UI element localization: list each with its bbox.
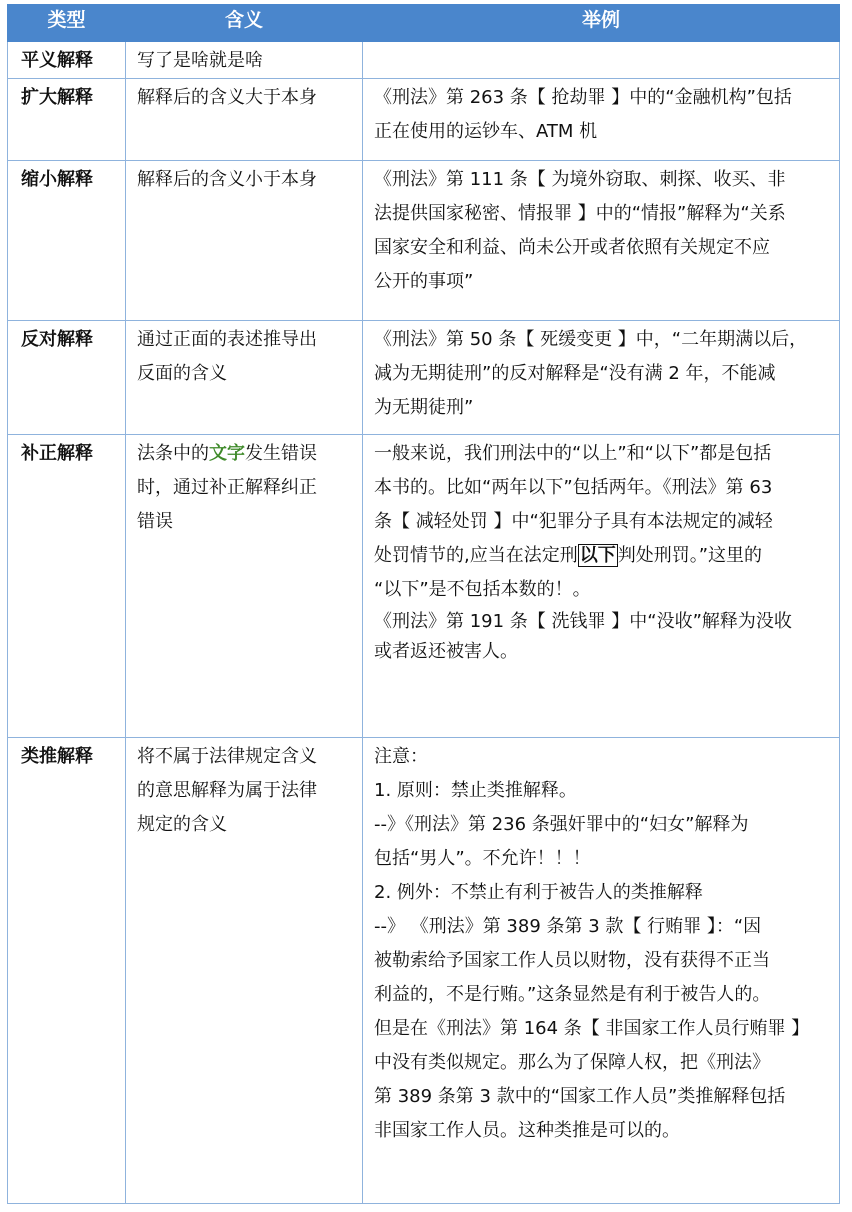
meaning-line: 解释后的含义大于本身 bbox=[137, 87, 317, 108]
meaning-cell bbox=[126, 738, 363, 1204]
example-cell bbox=[363, 738, 840, 1204]
example-line: 非国家工作人员。这种类推是可以的。 bbox=[374, 1120, 680, 1141]
table-row bbox=[8, 435, 840, 738]
example-text: 处罚情节的,应当在法定刑 bbox=[374, 545, 578, 566]
meaning-line bbox=[137, 437, 352, 471]
example-cell bbox=[363, 42, 840, 79]
example-line: 法提供国家秘密、情报罪 】中的“情报”解释为“关系 bbox=[374, 203, 786, 224]
legal-interpretation-table bbox=[7, 4, 840, 1204]
meaning-text: 法条中的 bbox=[137, 443, 209, 464]
example-line: 为无期徒刑” bbox=[374, 397, 474, 418]
table-row bbox=[8, 321, 840, 435]
example-line: 第 389 条第 3 款中的“国家工作人员”类推解释包括 bbox=[374, 1086, 786, 1107]
meaning-line: 错误 bbox=[137, 511, 173, 532]
example-line: 公开的事项” bbox=[374, 271, 474, 292]
example-cell bbox=[363, 161, 840, 321]
example-line: 《刑法》第 191 条【 洗钱罪 】中“没收”解释为没收 bbox=[374, 611, 792, 632]
example-line: 注意： bbox=[374, 746, 428, 767]
example-line: 国家安全和利益、尚未公开或者依照有关规定不应 bbox=[374, 237, 770, 258]
example-line: 利益的，不是行贿。”这条显然是有利于被告人的。 bbox=[374, 984, 771, 1005]
example-line: 一般来说，我们刑法中的“以上”和“以下”都是包括 bbox=[374, 443, 772, 464]
header-example: 举例 bbox=[363, 5, 840, 42]
example-line: --》 《刑法》第 389 条第 3 款【 行贿罪 】：“因 bbox=[374, 916, 762, 937]
example-line: 《刑法》第 111 条【 为境外窃取、刺探、收买、非 bbox=[374, 169, 786, 190]
example-line: --》《刑法》第 236 条强奸罪中的“妇女”解释为 bbox=[374, 814, 749, 835]
example-text: 判处刑罚。”这里的 bbox=[617, 545, 763, 566]
table-row bbox=[8, 738, 840, 1204]
meaning-line: 规定的含义 bbox=[137, 814, 227, 835]
type-cell: 类推解释 bbox=[8, 738, 126, 1204]
example-cell bbox=[363, 435, 840, 738]
example-line: 或者返还被害人。 bbox=[374, 641, 518, 662]
example-line: 条【 减轻处罚 】中“犯罪分子具有本法规定的减轻 bbox=[374, 511, 773, 532]
table-row bbox=[8, 42, 840, 79]
example-cell bbox=[363, 79, 840, 161]
example-line: 1. 原则：禁止类推解释。 bbox=[374, 780, 577, 801]
example-line: 2. 例外：不禁止有利于被告人的类推解释 bbox=[374, 882, 703, 903]
meaning-line: 时，通过补正解释纠正 bbox=[137, 477, 317, 498]
meaning-line: 写了是啥就是啥 bbox=[137, 50, 263, 71]
type-cell: 补正解释 bbox=[8, 435, 126, 738]
meaning-line: 解释后的含义小于本身 bbox=[137, 169, 317, 190]
header-type: 类型 bbox=[8, 5, 126, 42]
example-line: 《刑法》第 263 条【 抢劫罪 】中的“金融机构”包括 bbox=[374, 87, 792, 108]
header-meaning: 含义 bbox=[126, 5, 363, 42]
meaning-cell bbox=[126, 79, 363, 161]
example-line: 被勒索给予国家工作人员以财物，没有获得不正当 bbox=[374, 950, 770, 971]
table-header-row bbox=[8, 5, 840, 42]
meaning-line: 将不属于法律规定含义 bbox=[137, 746, 317, 767]
boxed-word: 以下 bbox=[579, 545, 616, 566]
example-line: 本书的。比如“两年以下”包括两年。《刑法》第 63 bbox=[374, 477, 773, 498]
type-cell: 扩大解释 bbox=[8, 79, 126, 161]
example-line: 中没有类似规定。那么为了保障人权，把《刑法》 bbox=[374, 1052, 770, 1073]
example-cell bbox=[363, 321, 840, 435]
table-row bbox=[8, 161, 840, 321]
example-line: 《刑法》第 50 条【 死缓变更 】中，“二年期满以后， bbox=[374, 329, 808, 350]
example-line: 正在使用的运钞车、ATM 机 bbox=[374, 121, 598, 142]
example-line: 但是在《刑法》第 164 条【 非国家工作人员行贿罪 】 bbox=[374, 1018, 810, 1039]
meaning-line: 通过正面的表述推导出 bbox=[137, 329, 317, 350]
meaning-cell bbox=[126, 435, 363, 738]
example-line: 包括“男人”。不允许！！！ bbox=[374, 848, 591, 869]
meaning-line: 的意思解释为属于法律 bbox=[137, 780, 317, 801]
meaning-cell bbox=[126, 161, 363, 321]
table-row bbox=[8, 79, 840, 161]
highlighted-word: 文字 bbox=[209, 443, 245, 464]
type-cell: 缩小解释 bbox=[8, 161, 126, 321]
meaning-text: 发生错误 bbox=[245, 443, 317, 464]
example-line: “以下”是不包括本数的！。 bbox=[374, 579, 591, 600]
meaning-cell bbox=[126, 321, 363, 435]
meaning-cell bbox=[126, 42, 363, 79]
meaning-line: 反面的含义 bbox=[137, 363, 227, 384]
example-line bbox=[374, 539, 829, 573]
example-line: 减为无期徒刑”的反对解释是“没有满 2 年，不能减 bbox=[374, 363, 776, 384]
type-cell: 平义解释 bbox=[8, 42, 126, 79]
type-cell: 反对解释 bbox=[8, 321, 126, 435]
